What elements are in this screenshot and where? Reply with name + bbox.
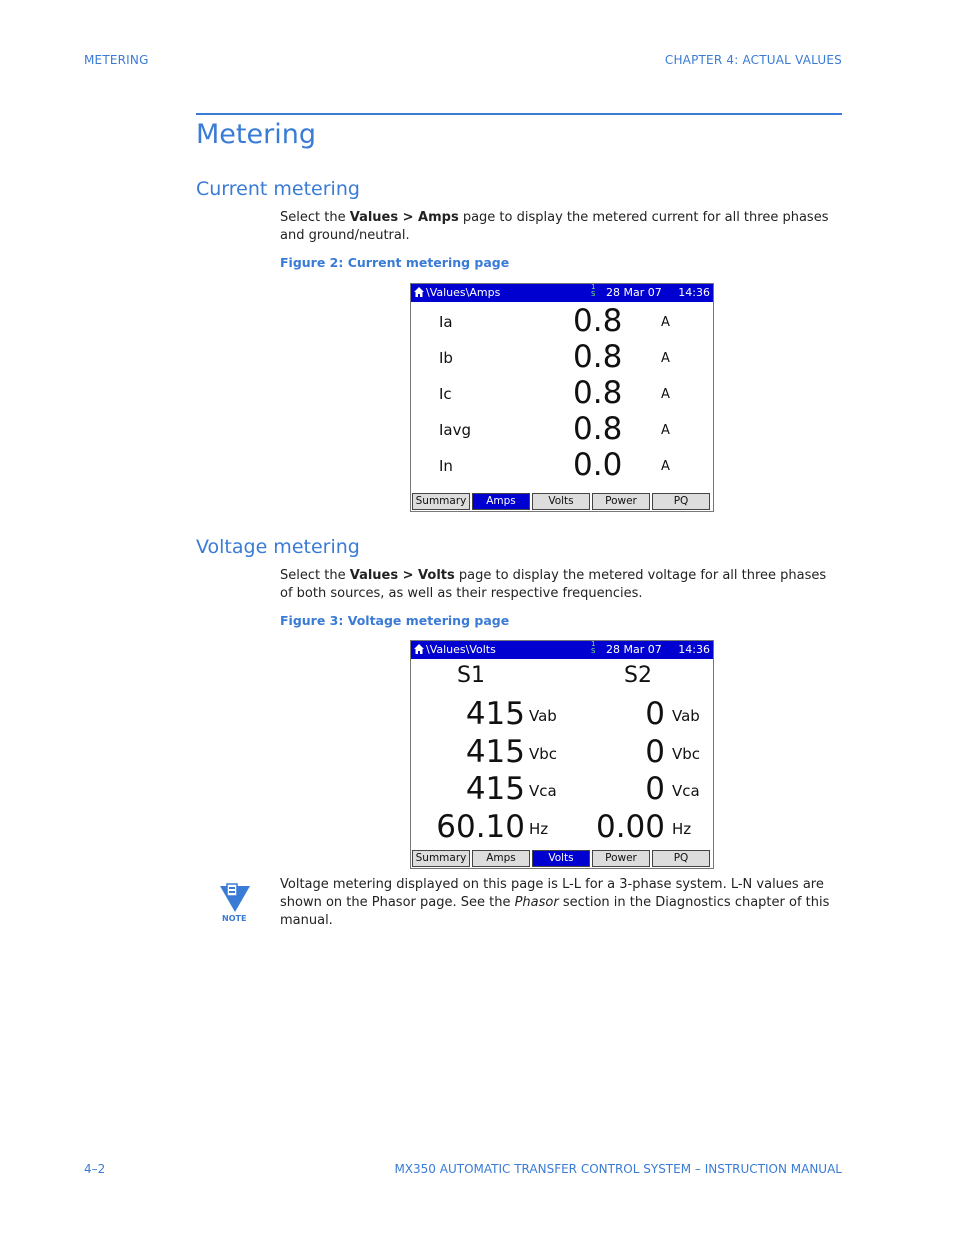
current-value: 0.0 [573, 447, 623, 483]
tab-power[interactable]: Power [592, 493, 650, 510]
current-value: 0.8 [573, 339, 623, 375]
voltage-row [411, 808, 711, 849]
screen-date: 28 Mar 07 [606, 643, 662, 656]
voltage-row [411, 698, 711, 736]
screen-time: 14:36 [678, 286, 710, 299]
home-icon[interactable] [413, 286, 425, 298]
current-label: Ib [439, 349, 453, 367]
source-1-unit: Vca [529, 782, 557, 800]
source-2-value: 0 [645, 733, 665, 770]
tab-pq[interactable]: PQ [652, 850, 710, 867]
voltage-metering-heading: Voltage metering [196, 536, 360, 558]
current-label: Iavg [439, 421, 472, 439]
current-metering-paragraph: Select the Values > Amps page to display the metered current for all three phases and ground/neutral. [280, 210, 829, 243]
source-2-heading: S2 [624, 663, 652, 688]
tab-volts[interactable]: Volts [532, 850, 590, 867]
tab-amps[interactable]: Amps [472, 850, 530, 867]
tab-amps[interactable]: Amps [472, 493, 530, 510]
voltage-metering-paragraph: Select the Values > Volts page to display the metered voltage for all three phases of both sources, as well as their respective frequencies. [280, 568, 827, 601]
screen-title-bar [411, 284, 713, 302]
running-header-section: METERING [84, 53, 149, 67]
source-1-heading: S1 [457, 663, 485, 688]
screen-path: \Values\Volts [426, 643, 496, 656]
source-2-value: 0 [645, 696, 665, 732]
note-text: Voltage metering displayed on this page is L-L for a 3-phase system. L-N values are shown on the Phasor page. See the Phasor section in the Diagnostics chapter of this manual. [280, 877, 830, 928]
current-unit: A [661, 387, 670, 402]
source-1-value: 415 [465, 696, 525, 732]
screen-tabs [412, 850, 710, 867]
current-label: Ia [439, 313, 453, 331]
source-1-unit: Vab [529, 707, 557, 725]
screen-tabs [412, 493, 710, 510]
page-number: 4–2 [84, 1162, 106, 1176]
current-unit: A [661, 315, 670, 330]
source-1-value: 415 [465, 771, 525, 807]
volts-screen [410, 640, 714, 869]
current-unit: A [661, 459, 670, 474]
current-label: In [439, 457, 453, 475]
figure-2-caption: Figure 2: Current metering page [280, 255, 510, 270]
note-label: NOTE [222, 914, 247, 923]
metering-row [411, 339, 711, 379]
current-unit: A [661, 351, 670, 366]
screen-date: 28 Mar 07 [606, 286, 662, 299]
manual-title: MX350 AUTOMATIC TRANSFER CONTROL SYSTEM – INSTRUCTION MANUAL [394, 1162, 842, 1176]
amps-screen [410, 283, 714, 512]
metering-row [411, 447, 711, 487]
source-2-unit: Hz [672, 819, 692, 838]
screen-path: \Values\Amps [426, 286, 501, 299]
tab-power[interactable]: Power [592, 850, 650, 867]
figure-3-caption: Figure 3: Voltage metering page [280, 613, 510, 628]
current-unit: A [661, 423, 670, 438]
page-title: Metering [196, 119, 316, 150]
current-value: 0.8 [573, 375, 623, 411]
voltage-row [411, 733, 711, 774]
screen-title-bar [411, 641, 713, 659]
source-2-unit: Vbc [672, 744, 701, 763]
source-2-unit: Vab [672, 707, 700, 725]
source-2-unit: Vca [672, 782, 700, 800]
current-label: Ic [439, 385, 452, 403]
tab-pq[interactable]: PQ [652, 493, 710, 510]
current-value: 0.8 [573, 303, 623, 339]
source-indicator-icon: 1 S [591, 283, 596, 298]
tab-summary[interactable]: Summary [412, 493, 470, 510]
running-header-chapter: CHAPTER 4: ACTUAL VALUES [664, 53, 842, 67]
voltage-row [411, 773, 711, 811]
source-1-value: 415 [465, 733, 525, 770]
source-indicator-icon: 1 S [591, 640, 596, 655]
title-rule [196, 113, 842, 115]
source-1-value: 60.10 [436, 808, 525, 845]
tab-summary[interactable]: Summary [412, 850, 470, 867]
source-1-unit: Hz [529, 819, 549, 838]
current-metering-heading: Current metering [196, 178, 360, 200]
metering-row [411, 411, 711, 451]
source-2-value: 0.00 [595, 808, 665, 845]
current-value: 0.8 [573, 411, 623, 447]
tab-volts[interactable]: Volts [532, 493, 590, 510]
screen-time: 14:36 [678, 643, 710, 656]
source-1-unit: Vbc [529, 744, 558, 763]
metering-row [411, 375, 711, 415]
metering-row [411, 303, 711, 343]
source-2-value: 0 [645, 771, 665, 807]
home-icon[interactable] [413, 643, 425, 655]
